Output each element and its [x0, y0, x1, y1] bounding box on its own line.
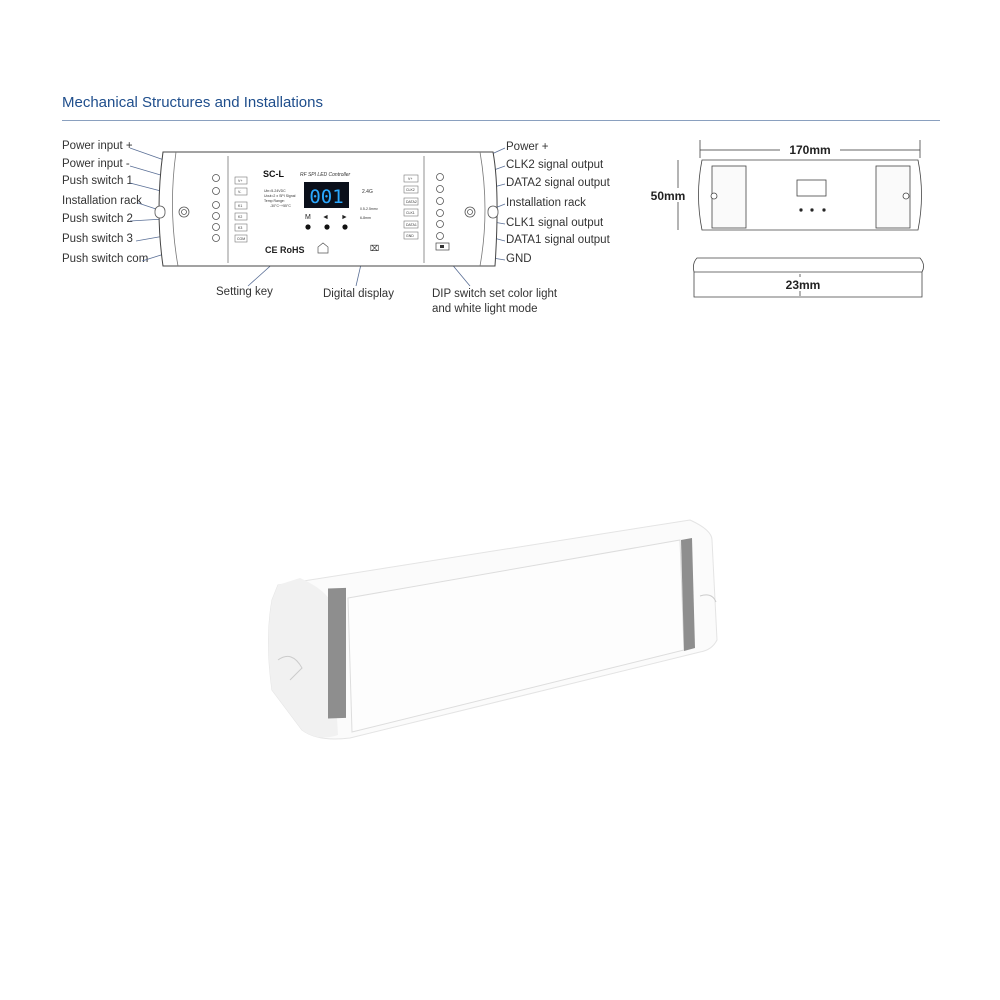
spec-input: Uin=5-24VDC	[264, 189, 286, 193]
spec-temp-range: -30°C~+55°C	[270, 204, 291, 208]
model-name: SC-L	[263, 169, 284, 179]
terminal-k1: K1	[238, 204, 243, 208]
label-gnd: GND	[506, 253, 532, 265]
key-left-label: ◄	[322, 214, 329, 221]
key-m-label: M	[305, 214, 311, 221]
dimension-length: 170mm	[789, 143, 831, 157]
controller-front-drawing	[155, 152, 498, 266]
spec-output: Uout=2 x SPI Signal	[264, 194, 296, 198]
terminal-k3: K3	[238, 226, 243, 230]
label-push-switch-1: Push switch 1	[62, 175, 133, 187]
out-terminal-clk2: CLK2	[406, 188, 415, 192]
rf-band: 2.4G	[362, 189, 373, 195]
key-right-button[interactable]	[342, 224, 347, 229]
key-m-button[interactable]	[305, 224, 310, 229]
label-push-switch-com: Push switch com	[62, 253, 149, 265]
label-data2: DATA2 signal output	[506, 177, 610, 189]
label-installation-rack-right: Installation rack	[506, 197, 586, 209]
label-dip-line1: DIP switch set color light	[432, 288, 558, 300]
display-digits: 001	[309, 186, 344, 208]
label-digital-display: Digital display	[323, 288, 394, 300]
terminal-com: COM	[237, 237, 246, 241]
wire-gauge: 0.5-2.5mm²	[360, 207, 378, 211]
out-terminal-v-plus: V+	[408, 177, 413, 181]
label-dip-line2: and white light mode	[432, 303, 538, 315]
section-title: Mechanical Structures and Installations	[62, 94, 323, 111]
out-terminal-data2: DATA2	[406, 200, 417, 204]
label-power-plus: Power +	[506, 141, 549, 153]
terminal-v-plus: V+	[238, 179, 243, 183]
wire-strip: 6-8mm	[360, 216, 371, 220]
certification-marks: CE RoHS	[265, 245, 305, 255]
dimension-height: 23mm	[785, 278, 821, 292]
key-left-button[interactable]	[324, 224, 329, 229]
weee-bin-icon: ⌧	[370, 244, 380, 253]
label-clk2: CLK2 signal output	[506, 159, 604, 171]
label-installation-rack-left: Installation rack	[62, 195, 142, 207]
label-data1: DATA1 signal output	[506, 234, 610, 246]
out-terminal-data1: DATA1	[406, 223, 417, 227]
label-power-input-minus: Power input -	[62, 158, 130, 170]
product-name: RF SPI LED Controller	[300, 172, 351, 178]
label-power-input-plus: Power input +	[62, 140, 133, 152]
product-render	[269, 520, 718, 739]
terminal-v-minus: V-	[238, 190, 242, 194]
out-terminal-gnd: GND	[406, 234, 414, 238]
dimension-width: 50mm	[650, 189, 686, 203]
label-push-switch-2: Push switch 2	[62, 213, 133, 225]
out-terminal-clk1: CLK1	[406, 211, 415, 215]
terminal-k2: K2	[238, 215, 243, 219]
label-push-switch-3: Push switch 3	[62, 233, 133, 245]
label-setting-key: Setting key	[216, 286, 273, 298]
spec-temp-label: Temp Range:	[264, 199, 285, 203]
key-right-label: ►	[341, 214, 348, 221]
label-clk1: CLK1 signal output	[506, 217, 604, 229]
